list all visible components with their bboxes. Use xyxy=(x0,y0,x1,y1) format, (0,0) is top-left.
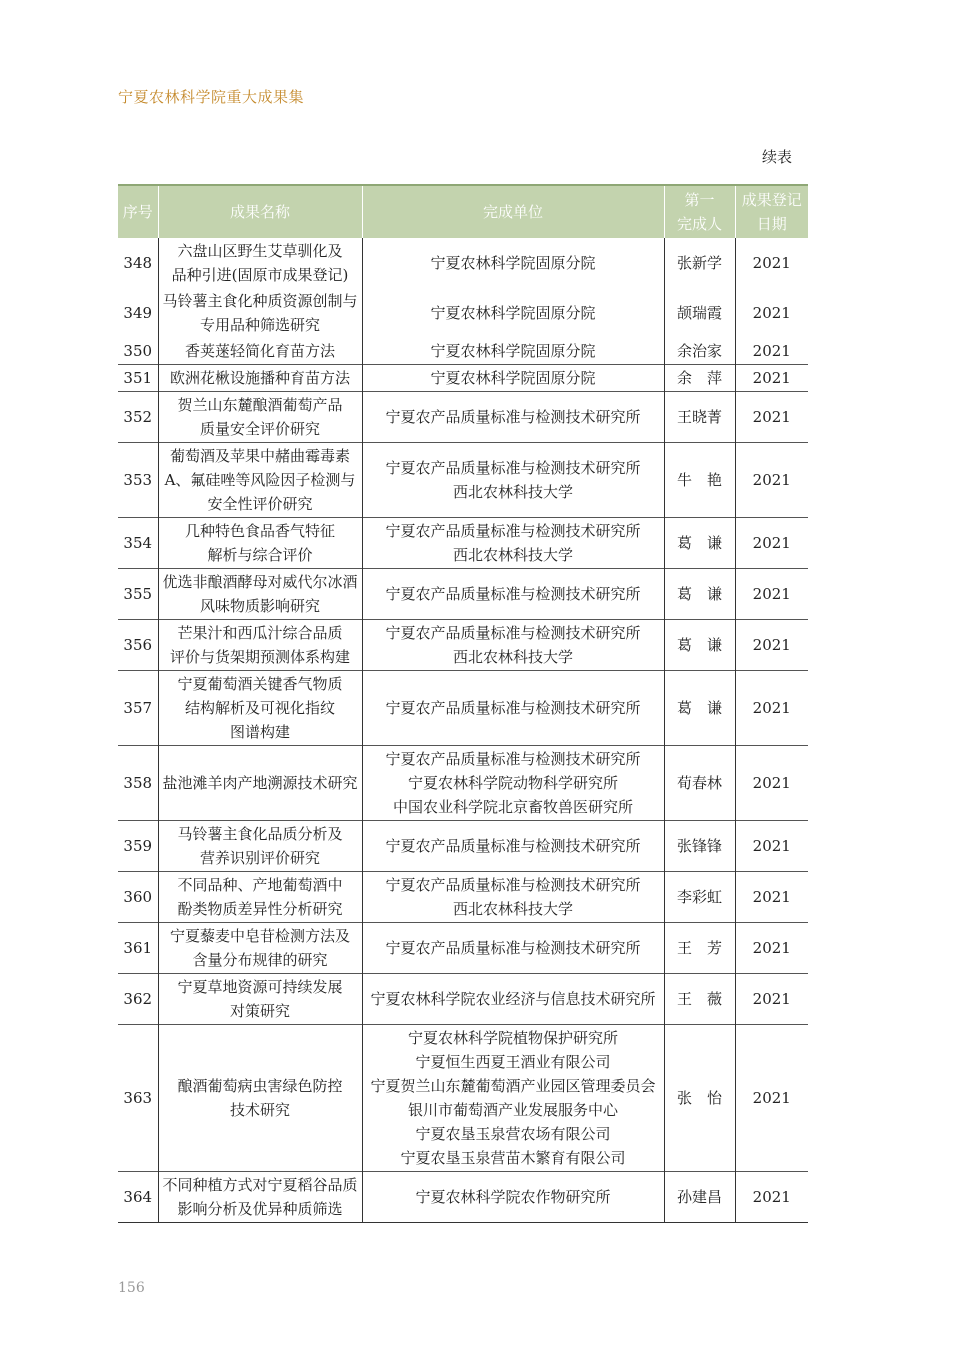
cell-name-line: 马铃薯主食化种质资源创制与 xyxy=(162,292,358,310)
cell-date: 2021 xyxy=(735,821,808,872)
table-row xyxy=(118,821,808,872)
cell-person: 王 芳 xyxy=(664,923,735,974)
page-number: 156 xyxy=(118,1280,145,1296)
cell-name-line: 品种引进(固原市成果登记) xyxy=(171,266,349,284)
cell-name xyxy=(158,974,362,1025)
cell-date: 2021 xyxy=(735,620,808,671)
cell-seq: 362 xyxy=(123,990,153,1008)
cell-seq: 350 xyxy=(123,342,153,360)
cell-name-line: 葡萄酒及苹果中赭曲霉毒素 xyxy=(169,447,350,465)
table-row xyxy=(118,1025,808,1172)
cell-name xyxy=(158,569,362,620)
cell-date: 2021 xyxy=(735,1025,808,1172)
results-table xyxy=(118,184,808,1223)
cell-name xyxy=(158,872,362,923)
table-row xyxy=(118,392,808,443)
table-row xyxy=(118,288,808,338)
cell-seq: 364 xyxy=(123,1188,153,1206)
cell-person: 张新学 xyxy=(664,238,735,288)
cell-seq: 359 xyxy=(123,837,153,855)
cell-unit xyxy=(362,1172,664,1223)
cell-unit-line: 宁夏农产品质量标准与检测技术研究所 xyxy=(385,522,641,540)
cell-person: 葛 谦 xyxy=(664,569,735,620)
cell-name xyxy=(158,392,362,443)
cell-seq: 356 xyxy=(123,636,153,654)
cell-unit-line: 宁夏农林科学院农作物研究所 xyxy=(415,1188,611,1206)
table-row xyxy=(118,620,808,671)
cell-unit xyxy=(362,746,664,821)
cell-unit-line: 西北农林科技大学 xyxy=(452,546,573,564)
cell-unit-line: 宁夏农林科学院固原分院 xyxy=(430,342,596,360)
running-head: 宁夏农林科学院重大成果集 xyxy=(118,88,305,106)
cell-name xyxy=(158,238,362,288)
header-unit: 完成单位 xyxy=(362,185,664,238)
header-date xyxy=(735,185,808,238)
table-row xyxy=(118,518,808,569)
cell-seq: 349 xyxy=(123,304,153,322)
cell-unit-line: 西北农林科技大学 xyxy=(452,900,573,918)
header-person xyxy=(664,185,735,238)
cell-name xyxy=(158,821,362,872)
table-row xyxy=(118,974,808,1025)
cell-date: 2021 xyxy=(735,671,808,746)
cell-name xyxy=(158,1025,362,1172)
cell-unit-line: 宁夏农垦玉泉营农场有限公司 xyxy=(415,1125,611,1143)
cell-date: 2021 xyxy=(735,365,808,392)
cell-unit-line: 宁夏农林科学院固原分院 xyxy=(430,304,596,322)
cell-person: 王 薇 xyxy=(664,974,735,1025)
table-row xyxy=(118,338,808,365)
cell-name-line: 营养识别评价研究 xyxy=(199,849,320,867)
cell-unit-line: 宁夏农垦玉泉营苗木繁育有限公司 xyxy=(400,1149,626,1167)
cell-name xyxy=(158,923,362,974)
cell-unit xyxy=(362,620,664,671)
cell-person: 荀春林 xyxy=(664,746,735,821)
cell-name-line: 对策研究 xyxy=(229,1002,290,1020)
cell-seq: 358 xyxy=(123,774,153,792)
cell-unit xyxy=(362,338,664,365)
cell-person: 王晓菁 xyxy=(664,392,735,443)
cell-person: 葛 谦 xyxy=(664,620,735,671)
cell-name-line: 优选非酿酒酵母对威代尔冰酒 xyxy=(162,573,358,591)
cell-unit xyxy=(362,518,664,569)
cell-unit xyxy=(362,569,664,620)
cell-name xyxy=(158,671,362,746)
cell-seq: 352 xyxy=(123,408,153,426)
cell-name-line: 不同种植方式对宁夏稻谷品质 xyxy=(162,1176,358,1194)
cell-date: 2021 xyxy=(735,338,808,365)
header-date-line: 成果登记 xyxy=(741,191,802,209)
cell-unit xyxy=(362,671,664,746)
cell-name-line: 六盘山区野生艾草驯化及 xyxy=(177,242,343,260)
cell-unit xyxy=(362,872,664,923)
cell-person: 葛 谦 xyxy=(664,518,735,569)
cell-unit-line: 宁夏农产品质量标准与检测技术研究所 xyxy=(385,876,641,894)
cell-date: 2021 xyxy=(735,974,808,1025)
cell-seq: 353 xyxy=(123,471,153,489)
table-body xyxy=(118,238,808,1223)
cell-name-line: 宁夏藜麦中皂苷检测方法及 xyxy=(169,927,350,945)
table-row xyxy=(118,746,808,821)
cell-person: 张锋锋 xyxy=(664,821,735,872)
cell-name xyxy=(158,338,362,365)
cell-unit-line: 宁夏农产品质量标准与检测技术研究所 xyxy=(385,408,641,426)
cell-unit-line: 宁夏贺兰山东麓葡萄酒产业园区管理委员会 xyxy=(370,1077,656,1095)
cell-name-line: 酿酒葡萄病虫害绿色防控 xyxy=(177,1077,343,1095)
cell-date: 2021 xyxy=(735,238,808,288)
cell-name xyxy=(158,288,362,338)
cell-unit xyxy=(362,974,664,1025)
cell-name-line: 欧洲花楸设施播种育苗方法 xyxy=(169,369,350,387)
header-name: 成果名称 xyxy=(158,185,362,238)
cell-unit-line: 宁夏农林科学院固原分院 xyxy=(430,254,596,272)
header-person-line: 第一 xyxy=(684,191,715,209)
cell-name-line: 解析与综合评价 xyxy=(207,546,313,564)
table-header-row xyxy=(118,185,808,238)
table-row xyxy=(118,569,808,620)
cell-person: 余治家 xyxy=(664,338,735,365)
cell-name xyxy=(158,443,362,518)
cell-unit xyxy=(362,238,664,288)
cell-unit-line: 宁夏农产品质量标准与检测技术研究所 xyxy=(385,624,641,642)
cell-name-line: 影响分析及优异种质筛选 xyxy=(177,1200,343,1218)
cell-date: 2021 xyxy=(735,1172,808,1223)
cell-name-line: 安全性评价研究 xyxy=(207,495,313,513)
cell-name-line: 结构解析及可视化指纹 xyxy=(184,699,335,717)
cell-unit-line: 宁夏农林科学院农业经济与信息技术研究所 xyxy=(370,990,656,1008)
table-row xyxy=(118,671,808,746)
cell-name-line: 酚类物质差异性分析研究 xyxy=(177,900,343,918)
cell-unit-line: 宁夏农产品质量标准与检测技术研究所 xyxy=(385,459,641,477)
cell-date: 2021 xyxy=(735,443,808,518)
table-row xyxy=(118,238,808,288)
cell-name xyxy=(158,365,362,392)
cell-seq: 357 xyxy=(123,699,153,717)
cell-name-line: 宁夏葡萄酒关键香气物质 xyxy=(177,675,343,693)
cell-seq: 363 xyxy=(123,1089,153,1107)
cell-unit xyxy=(362,821,664,872)
cell-unit-line: 中国农业科学院北京畜牧兽医研究所 xyxy=(392,798,633,816)
header-person-line: 完成人 xyxy=(676,215,722,233)
cell-seq: 361 xyxy=(123,939,153,957)
cell-name-line: 盐池滩羊肉产地溯源技术研究 xyxy=(162,774,358,792)
cell-name-line: 评价与货架期预测体系构建 xyxy=(169,648,350,666)
cell-unit-line: 宁夏农产品质量标准与检测技术研究所 xyxy=(385,837,641,855)
cell-unit-line: 宁夏农产品质量标准与检测技术研究所 xyxy=(385,939,641,957)
cell-seq: 355 xyxy=(123,585,153,603)
cell-unit-line: 宁夏农产品质量标准与检测技术研究所 xyxy=(385,699,641,717)
cell-person: 李彩虹 xyxy=(664,872,735,923)
cell-unit-line: 宁夏农产品质量标准与检测技术研究所 xyxy=(385,750,641,768)
cell-person: 余 萍 xyxy=(664,365,735,392)
cell-unit-line: 宁夏农林科学院固原分院 xyxy=(430,369,596,387)
cell-seq: 354 xyxy=(123,534,153,552)
cell-unit-line: 宁夏农林科学院植物保护研究所 xyxy=(407,1029,618,1047)
cell-unit-line: 宁夏农林科学院动物科学研究所 xyxy=(407,774,618,792)
cell-person: 牛 艳 xyxy=(664,443,735,518)
cell-name-line: 几种特色食品香气特征 xyxy=(184,522,335,540)
cell-person: 张 怡 xyxy=(664,1025,735,1172)
cell-person: 孙建昌 xyxy=(664,1172,735,1223)
cell-name xyxy=(158,1172,362,1223)
table-row xyxy=(118,872,808,923)
cell-date: 2021 xyxy=(735,746,808,821)
cell-name-line: 专用品种筛选研究 xyxy=(199,316,320,334)
cell-name xyxy=(158,620,362,671)
cell-name-line: 质量安全评价研究 xyxy=(199,420,320,438)
cell-name-line: 香荚蒾轻简化育苗方法 xyxy=(184,342,335,360)
cell-name xyxy=(158,518,362,569)
cell-unit-line: 西北农林科技大学 xyxy=(452,648,573,666)
cell-name xyxy=(158,746,362,821)
table-row xyxy=(118,443,808,518)
cell-unit xyxy=(362,443,664,518)
header-seq: 序号 xyxy=(118,185,158,238)
cell-unit xyxy=(362,392,664,443)
cell-date: 2021 xyxy=(735,518,808,569)
cell-name-line: 图谱构建 xyxy=(229,723,290,741)
cell-seq: 348 xyxy=(123,254,153,272)
header-date-line: 日期 xyxy=(756,215,787,233)
cell-unit-line: 西北农林科技大学 xyxy=(452,483,573,501)
cell-unit xyxy=(362,923,664,974)
cell-seq: 351 xyxy=(123,369,153,387)
cell-name-line: 宁夏草地资源可持续发展 xyxy=(177,978,343,996)
cell-unit-line: 宁夏农产品质量标准与检测技术研究所 xyxy=(385,585,641,603)
cell-seq: 360 xyxy=(123,888,153,906)
cell-unit-line: 银川市葡萄酒产业发展服务中心 xyxy=(407,1101,618,1119)
table-row xyxy=(118,365,808,392)
table-row xyxy=(118,1172,808,1223)
cell-date: 2021 xyxy=(735,569,808,620)
cell-date: 2021 xyxy=(735,288,808,338)
cell-date: 2021 xyxy=(735,923,808,974)
cell-name-line: 含量分布规律的研究 xyxy=(192,951,328,969)
cell-date: 2021 xyxy=(735,872,808,923)
continued-label: 续表 xyxy=(762,148,793,166)
cell-unit-line: 宁夏恒生西夏王酒业有限公司 xyxy=(415,1053,611,1071)
table-row xyxy=(118,923,808,974)
cell-person: 葛 谦 xyxy=(664,671,735,746)
cell-name-line: 芒果汁和西瓜汁综合品质 xyxy=(177,624,343,642)
cell-name-line: 贺兰山东麓酿酒葡萄产品 xyxy=(177,396,343,414)
cell-unit xyxy=(362,1025,664,1172)
cell-unit xyxy=(362,365,664,392)
cell-unit xyxy=(362,288,664,338)
cell-date: 2021 xyxy=(735,392,808,443)
cell-name-line: A、氟硅唑等风险因子检测与 xyxy=(164,471,356,489)
cell-name-line: 不同品种、产地葡萄酒中 xyxy=(177,876,343,894)
cell-name-line: 技术研究 xyxy=(229,1101,290,1119)
cell-name-line: 风味物质影响研究 xyxy=(199,597,320,615)
cell-name-line: 马铃薯主食化品质分析及 xyxy=(177,825,343,843)
cell-person: 颉瑞霞 xyxy=(664,288,735,338)
